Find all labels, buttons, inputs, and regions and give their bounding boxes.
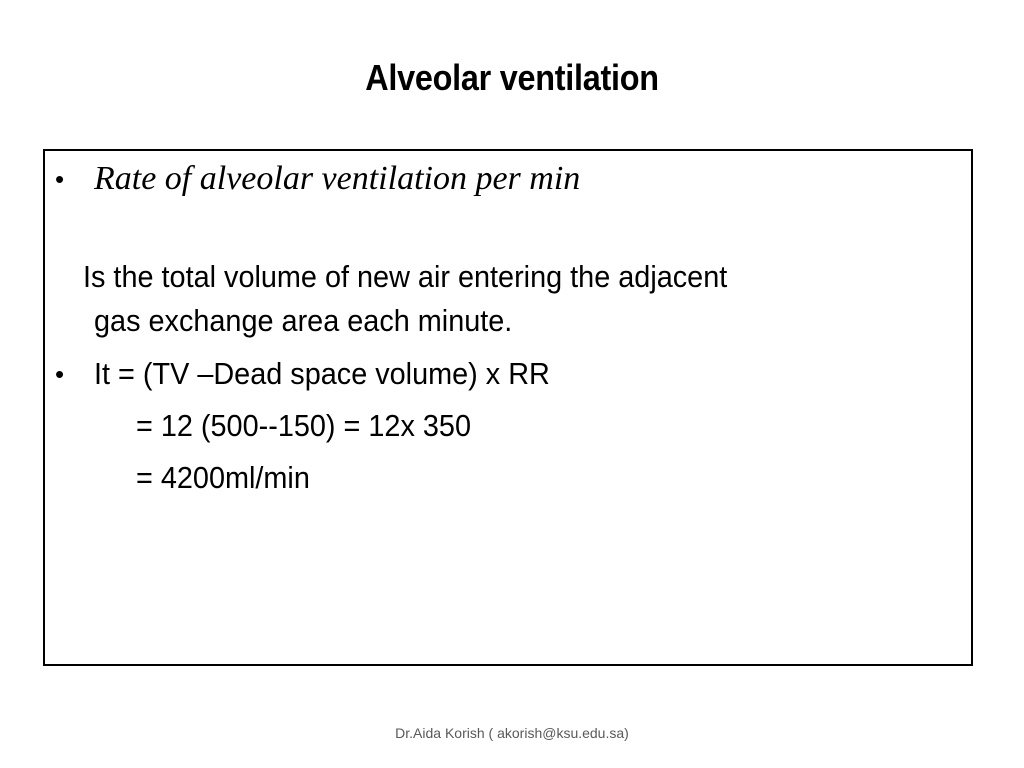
formula-line-2: = 12 (500--150) = 12x 350 [136, 408, 471, 443]
content-box [43, 149, 973, 666]
bullet-marker: • [55, 359, 65, 389]
footer-author: Dr.Aida Korish ( akorish@ksu.edu.sa) [395, 725, 629, 741]
formula-line-3: = 4200ml/min [136, 460, 310, 495]
bullet-marker: • [55, 164, 65, 194]
formula-line-1: It = (TV –Dead space volume) x RR [94, 356, 550, 391]
slide-title: Alveolar ventilation [365, 57, 659, 98]
definition-line-1: Is the total volume of new air entering the adjacent [83, 259, 728, 294]
content-heading: Rate of alveolar ventilation per min [94, 160, 581, 197]
definition-line-2: gas exchange area each minute. [94, 303, 513, 338]
